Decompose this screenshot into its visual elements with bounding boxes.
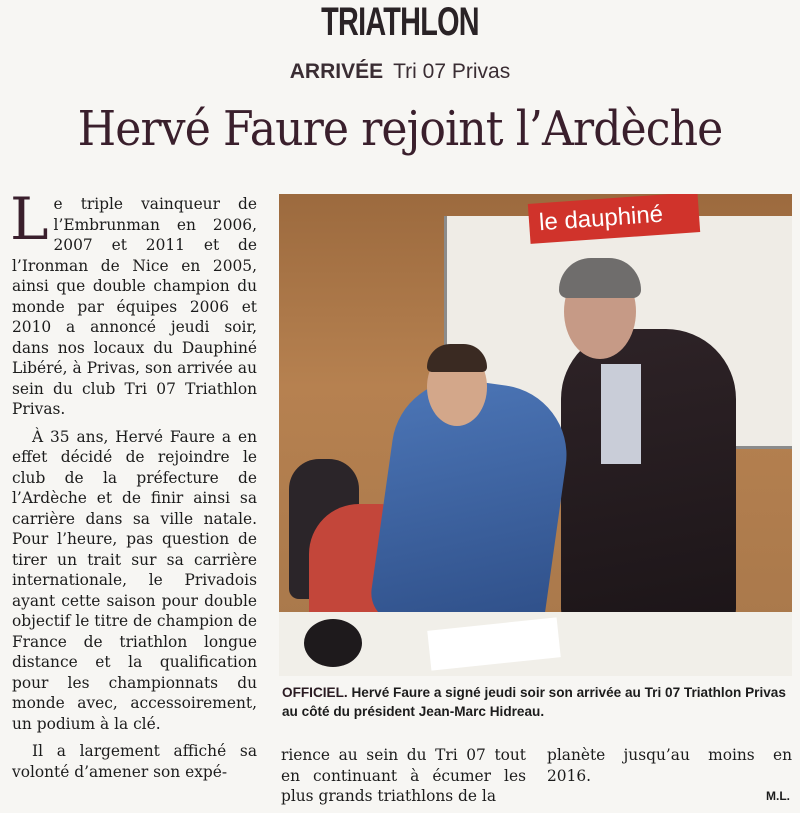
caption-text: Hervé Faure a signé jeudi soir son arrivée au Tri 07 Triathlon Privas au côté du président Jean-Marc Hidreau. [282,685,786,719]
president-figure [561,329,736,629]
kicker-topic: Tri 07 Privas [393,60,511,83]
article-column-2 [281,745,526,807]
photo-caption [282,683,787,721]
article-column-1 [10,185,257,789]
caption-lead: OFFICIEL. [282,685,348,700]
article-paragraph-5: planète jusqu’au moins en 2016. [547,746,792,785]
article-paragraph-1 [10,185,257,420]
rubric-title: TRIATHLON [321,0,479,44]
author-signature: M.L. [766,789,790,803]
article-column-3 [547,745,792,786]
newspaper-banner: le dauphiné [528,194,700,244]
article-paragraph-3: Il a largement affiché sa volonté d’amener son expé- [12,742,257,781]
dropcap: L [10,185,49,253]
headline: Hervé Faure rejoint l’Ardèche [77,101,723,157]
kicker-label: ARRIVÉE [289,60,384,83]
article-photo [279,194,792,676]
article-paragraph-4: rience au sein du Tri 07 tout en continuant à écumer les plus grands triathlons de la [281,746,526,805]
athlete-hair [427,344,487,372]
article-paragraph-2: À 35 ans, Hervé Faure a en effet décidé de rejoindre le club de la préfecture de l’Ardèche et de finir ainsi sa carrière dans sa ville natale. Pour l’heure, pas question de tirer un trait sur sa carrière internationale, le Privadois ayant cette saison pour double objectif le titre de champion de France de triathlon longue distance et la qualification pour les championnats du monde avec, accessoirement, un podium à la clé. [12,427,257,733]
paragraph-1-text: e triple vainqueur de l’Embrunman en 2006, 2007 et 2011 et de l’Ironman de Nice en 2005, ainsi que double champion du monde par équipes 2006 et 2010 a annoncé jeudi soir, dans nos locaux du Dauphiné Libéré, à Privas, son arrivée au sein du club Tri 07 Triathlon Privas. [12,195,257,418]
kicker [0,58,800,86]
president-shirt [601,364,641,464]
president-hair [559,258,641,298]
hat [304,619,362,667]
